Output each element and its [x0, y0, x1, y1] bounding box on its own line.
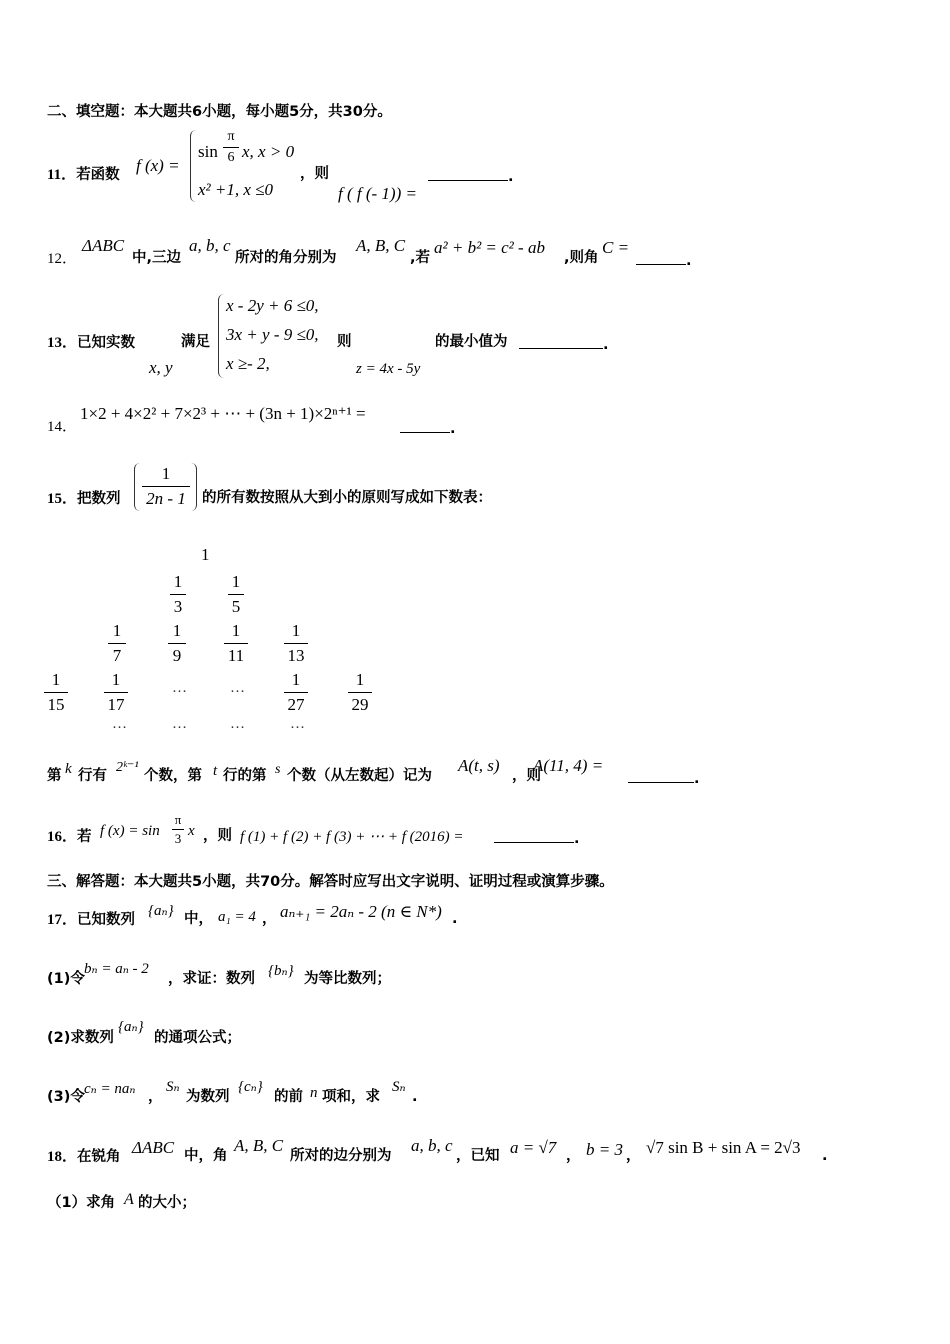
q15-table-cell: 1 7 — [108, 620, 126, 667]
q12-number: 12． — [47, 251, 78, 267]
q17-part1-seq: {bₙ} — [268, 963, 294, 979]
q16-fx-tail: x — [188, 823, 195, 839]
q17-part3-text2: 为数列 — [186, 1089, 230, 1105]
section-3-header: 三、解答题：本大题共5小题，共70分。解答时应写出文字说明、证明过程或演算步骤。 — [47, 874, 614, 890]
q18-end: . — [822, 1148, 828, 1164]
q18-sides: a, b, c — [411, 1136, 453, 1155]
q15-k: k — [65, 761, 72, 777]
q18-b: b = 3 — [586, 1140, 623, 1159]
q12-sides: a, b, c — [189, 236, 231, 255]
q17-part2-end: 的通项公式； — [154, 1030, 241, 1046]
q17-part2-label: (2)求数列 — [47, 1030, 114, 1046]
q18-text2: 中，角 — [184, 1148, 228, 1164]
q17-part3-c: cₙ = naₙ — [84, 1081, 136, 1097]
q15-table-ellipsis: … — [290, 716, 305, 732]
q18-part1-label: （1）求角 — [47, 1195, 116, 1211]
q11-answer-blank: . — [428, 166, 514, 186]
q15-table-cell: 1 27 — [284, 669, 308, 716]
q15-a114: A(11, 4) = — [533, 756, 604, 775]
q12-answer-blank: . — [636, 250, 692, 270]
q11-fx: f (x) = — [136, 156, 180, 175]
q18-equation: √7 sin B + sin A = 2√3 — [646, 1138, 801, 1157]
q15-ats: A(t, s) — [458, 756, 500, 775]
q18-text5: ， — [566, 1148, 581, 1164]
q17-text2: 中， — [184, 911, 213, 927]
q13-text2: 满足 — [181, 334, 210, 350]
q16-fx: f (x) = sin — [100, 823, 160, 839]
q12-text1: 中,三边 — [132, 250, 182, 266]
q15-line-text1: 第 — [47, 768, 62, 784]
q16-answer-blank: . — [494, 828, 580, 848]
q17-part3-text1: ， — [148, 1089, 163, 1105]
section-2-header: 二、填空题：本大题共6小题，每小题5分，共30分。 — [47, 104, 392, 120]
q15-table-cell: 1 29 — [348, 669, 372, 716]
q16-number: 16．若 — [47, 829, 92, 845]
q12-angles: A, B, C — [356, 236, 406, 255]
q11-brace — [190, 130, 197, 202]
q15-power: 2ᵏ⁻¹ — [116, 760, 139, 775]
q15-line-text4: 行的第 — [223, 768, 267, 784]
q11-case1-frac: π 6 — [223, 128, 239, 167]
q15-table-cell: 1 15 — [44, 669, 68, 716]
q17-end: . — [452, 911, 458, 927]
q17-part3-label: (3)令 — [47, 1089, 85, 1105]
q15-table-ellipsis: … — [112, 716, 127, 732]
q17-part1-end: 为等比数列； — [304, 971, 391, 987]
q18-text3: 所对的边分别为 — [290, 1148, 392, 1164]
q15-table-ellipsis: … — [172, 680, 187, 696]
q13-sys2: 3x + y - 9 ≤0, — [226, 325, 319, 344]
q13-sys1: x - 2y + 6 ≤0, — [226, 296, 319, 315]
q18-number: 18．在锐角 — [47, 1149, 121, 1165]
q12-text2: 所对的角分别为 — [235, 250, 337, 266]
q15-table-cell: 1 11 — [224, 620, 248, 667]
q12-angle-c: C = — [602, 238, 630, 257]
q17-part1-text: ，求证：数列 — [168, 971, 255, 987]
q18-part1-end: 的大小； — [138, 1195, 196, 1211]
q12-triangle: ΔABC — [82, 236, 125, 255]
q17-part1-label: (1)令 — [47, 971, 85, 987]
q17-part3-s: Sₙ — [166, 1079, 180, 1095]
q13-text4: 的最小值为 — [435, 334, 508, 350]
q18-triangle: ΔABC — [132, 1138, 175, 1157]
q13-brace — [218, 294, 225, 378]
q15-table-ellipsis: … — [172, 716, 187, 732]
q15-table-cell: 1 17 — [104, 669, 128, 716]
q15-table-cell: 1 3 — [170, 571, 186, 618]
q18-text6: ， — [626, 1148, 641, 1164]
q17-part3-n: n — [310, 1085, 318, 1101]
q15-table-cell: 1 13 — [284, 620, 308, 667]
q15-line-text3: 个数，第 — [144, 768, 202, 784]
q17-part2-seq: {aₙ} — [118, 1019, 144, 1035]
q17-number: 17．已知数列 — [47, 912, 136, 928]
q13-z: z = 4x - 5y — [356, 361, 421, 377]
q15-table-ellipsis: … — [230, 716, 245, 732]
q18-text4: ，已知 — [456, 1148, 500, 1164]
q11-case1-tail: x, x > 0 — [242, 142, 295, 161]
q15-answer-blank: . — [628, 768, 700, 788]
q14-expression: 1×2 + 4×2² + 7×2³ + ⋯ + (3n + 1)×2ⁿ⁺¹ = — [80, 404, 366, 423]
q16-text2: ，则 — [203, 828, 232, 844]
q14-answer-blank: . — [400, 418, 456, 438]
q11-case2: x² +1, x ≤0 — [198, 180, 273, 199]
q13-answer-blank: . — [519, 334, 609, 354]
q16-sum: f (1) + f (2) + f (3) + ⋯ + f (2016) = — [240, 829, 464, 845]
q11-number: 11．若函数 — [47, 167, 120, 183]
q15-s: s — [275, 762, 281, 777]
q15-table-ellipsis: … — [230, 680, 245, 696]
q12-text3: ,若 — [410, 250, 431, 266]
q18-part1-a: A — [124, 1191, 134, 1208]
q17-part3-end: . — [412, 1089, 418, 1105]
q11-expr: f ( f (- 1)) = — [338, 184, 417, 203]
q15-brace-right — [190, 463, 197, 511]
q11-case1: sin — [198, 142, 218, 161]
q18-a: a = √7 — [510, 1138, 557, 1157]
q13-vars: x, y — [149, 358, 173, 377]
q15-sequence-frac: 1 2n - 1 — [142, 463, 190, 510]
q11-then: ，则 — [300, 166, 329, 182]
q15-line-text5: 个数（从左数起）记为 — [287, 768, 432, 784]
q12-text4: ,则角 — [564, 250, 599, 266]
q12-equation: a² + b² = c² - ab — [434, 238, 545, 257]
q15-number: 15．把数列 — [47, 491, 121, 507]
q18-angles: A, B, C — [234, 1136, 284, 1155]
q17-part3-sn: Sₙ — [392, 1079, 406, 1095]
q17-part3-seq: {cₙ} — [238, 1079, 263, 1095]
q15-line-text6: ，则 — [512, 768, 541, 784]
q17-recurrence: aₙ₊₁ = 2aₙ - 2 (n ∈ N*) — [280, 902, 442, 921]
q14-number: 14． — [47, 419, 78, 435]
q17-part1-b: bₙ = aₙ - 2 — [84, 961, 149, 977]
q17-text3: ， — [262, 911, 277, 927]
q15-table-cell: 1 9 — [168, 620, 186, 667]
q15-table-cell: 1 5 — [228, 571, 244, 618]
q17-an: {aₙ} — [148, 903, 174, 919]
q15-text2: 的所有数按照从大到小的原则写成如下数表： — [202, 490, 492, 506]
q15-line-text2: 行有 — [78, 768, 107, 784]
q15-brace-left — [134, 463, 141, 511]
q13-number: 13．已知实数 — [47, 335, 136, 351]
q17-a1: a₁ = 4 — [218, 909, 256, 925]
q13-sys3: x ≥- 2, — [226, 354, 270, 373]
q15-t: t — [213, 763, 218, 779]
q16-frac: π 3 — [172, 812, 184, 847]
q17-part3-text3: 的前 — [274, 1089, 303, 1105]
q17-part3-text4: 项和，求 — [322, 1089, 380, 1105]
q13-text3: 则 — [337, 334, 352, 350]
q15-table-row1: 1 — [201, 545, 210, 564]
